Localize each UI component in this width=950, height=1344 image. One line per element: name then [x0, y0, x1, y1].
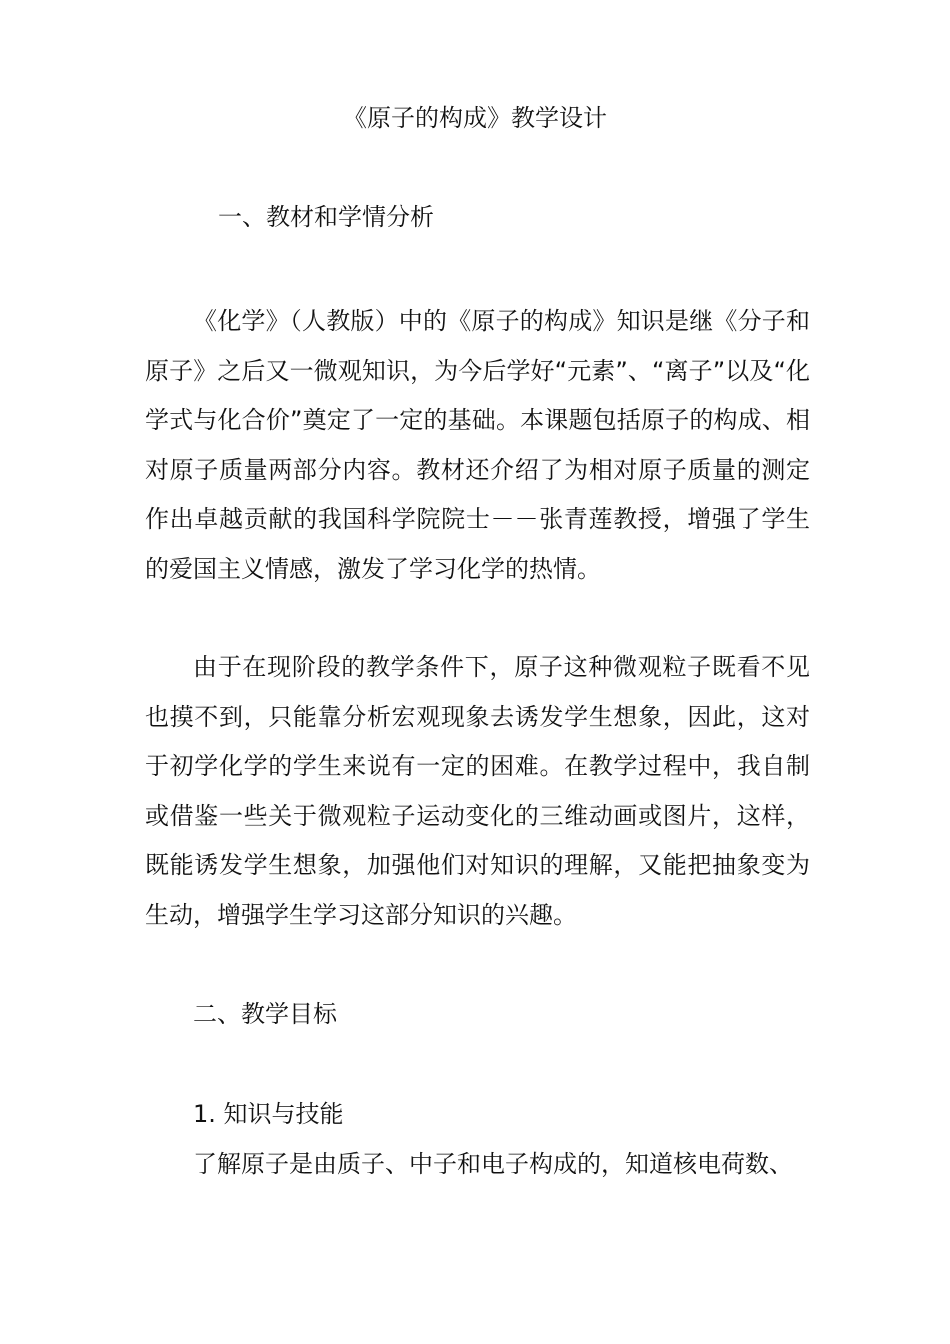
paragraph-knowledge-skills: 了解原子是由质子、中子和电子构成的，知道核电荷数、 [193, 1150, 793, 1178]
paragraph-learning-situation: 由于在现阶段的教学条件下，原子这种微观粒子既看不见也摸不到，只能靠分析宏观现象去诱发学生想象，因此，这对于初学化学的学生来说有一定的困难。在教学过程中，我自制或借鉴一些关于微观粒子运动变化的三维动画或图片，这样，既能诱发学生想象，加强他们对知识的理解，又能把抽象变为生动，增强学生学习这部分知识的兴趣。 [145, 653, 810, 929]
section-heading-analysis: 一、教材和学情分析 [218, 203, 434, 231]
document-title: 《原子的构成》教学设计 [343, 104, 607, 132]
section-heading-objectives: 二、教学目标 [193, 1000, 337, 1028]
subsection-heading-knowledge-skills: 1. 知识与技能 [193, 1100, 344, 1128]
paragraph-textbook-analysis: 《化学》（人教版）中的《原子的构成》知识是继《分子和原子》之后又一微观知识，为今后学好“元素”、“离子”以及“化学式与化合价”奠定了一定的基础。本课题包括原子的构成、相对原子质量两部分内容。教材还介绍了为相对原子质量的测定作出卓越贡献的我国科学院院士－－张青莲教授，增强了学生的爱国主义情感，激发了学习化学的热情。 [145, 307, 810, 583]
